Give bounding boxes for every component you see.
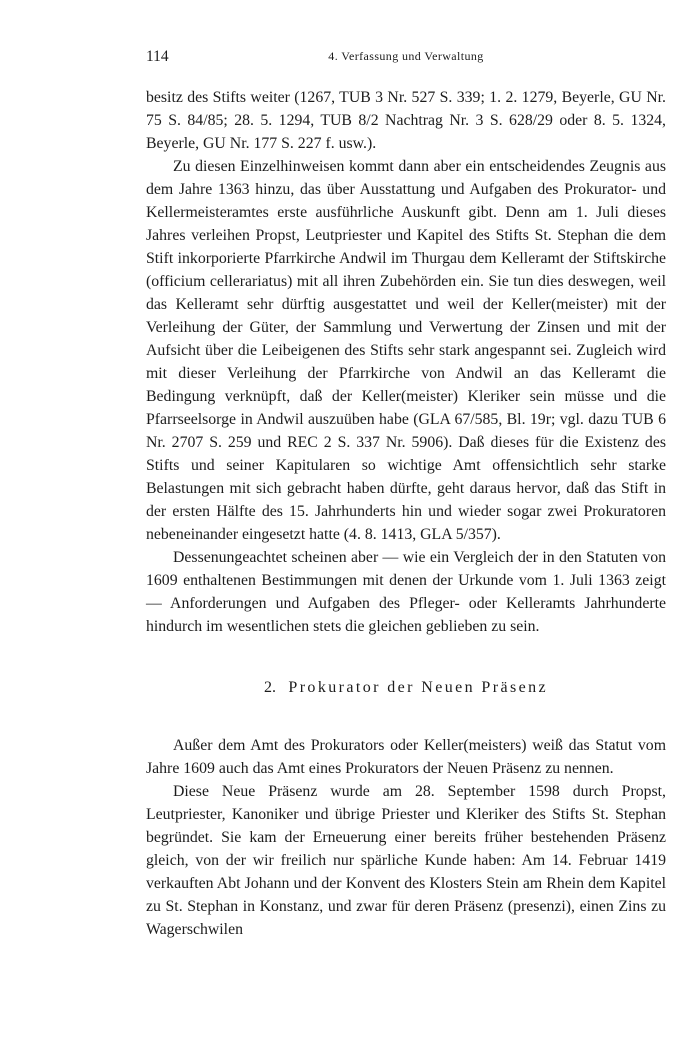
section-heading <box>146 676 666 699</box>
body-text <box>146 86 666 941</box>
page-number: 114 <box>146 48 169 65</box>
paragraph-neue-praesenz-1598: Diese Neue Präsenz wurde am 28. September 1598 durch Propst, Leutpriester, Kanoniker und übrige Priester und Kleriker des Stifts St. Stephan begründet. Sie kam der Erneuerung einer bereits früher bestehenden Präsenz gleich, von der wir freilich nur spärliche Kunde haben: Am 14. Februar 1419 verkauften Abt Johann und der Konvent des Klosters Stein am Rhein dem Kapitel zu St. Stephan in Konstanz, und zwar für deren Präsenz (presenzi), einen Zins zu Wagerschwilen <box>146 783 666 938</box>
paragraph-statuten-1609: Dessenungeachtet scheinen aber — wie ein Vergleich der in den Statuten von 1609 enthaltenen Bestimmungen mit denen der Urkunde vom 1. Juli 1363 zeigt — Anforderungen und Aufgaben des Pfleger- oder Kelleramts Jahrhunderte hindurch im wesentlichen stets die gleichen geblieben zu sein. <box>146 549 666 635</box>
running-head <box>146 48 666 72</box>
running-title: 4. Verfassung und Verwaltung <box>328 49 484 63</box>
section-title: Prokurator der Neuen Präsenz <box>288 679 548 696</box>
paragraph-continuation: besitz des Stifts weiter (1267, TUB 3 Nr. 527 S. 339; 1. 2. 1279, Beyerle, GU Nr. 75 S. 84/85; 28. 5. 1294, TUB 8/2 Nachtrag Nr. 3 S. 628/29 oder 8. 5. 1324, Beyerle, GU Nr. 177 S. 227 f. usw.). <box>146 89 666 152</box>
section-number: 2. <box>264 679 276 696</box>
paragraph-prokurator-neue-praesenz: Außer dem Amt des Prokurators oder Keller(meisters) weiß das Statut vom Jahre 1609 auch das Amt eines Prokurators der Neuen Präsenz zu nennen. <box>146 737 666 777</box>
paragraph-kelleramt-1363: Zu diesen Einzelhinweisen kommt dann aber ein entscheidendes Zeugnis aus dem Jahre 1363 hinzu, das über Ausstattung und Aufgaben des Prokurator- und Kellermeisteramtes erste ausführliche Auskunft gibt. Denn am 1. Juli dieses Jahres verleihen Propst, Leutpriester und Kapitel des Stifts St. Stephan die dem Stift inkorporierte Pfarrkirche Andwil im Thurgau dem Kelleramt der Stiftskirche (officium cellerariatus) mit all ihren Zubehörden ein. Sie tun dies deswegen, weil das Kelleramt sehr dürftig ausgestattet und weil der Keller(meister) mit der Verleihung der Güter, der Sammlung und Verwertung der Zinsen und mit der Aufsicht über die Leibeigenen des Stifts sehr stark angespannt sei. Zugleich wird mit dieser Verleihung der Pfarrkirche von Andwil an das Kelleramt die Bedingung verknüpft, daß der Keller(meister) Kleriker sein müsse und die Pfarrseelsorge in Andwil auszuüben habe (GLA 67/585, Bl. 19r; vgl. dazu TUB 6 Nr. 2707 S. 259 und REC 2 S. 337 Nr. 5906). Daß dieses für die Existenz des Stifts und seiner Kapitularen so wichtige Amt offensichtlich sehr starke Belastungen mit sich gebracht haben dürfte, geht daraus hervor, daß das Stift in der ersten Hälfte des 15. Jahrhunderts hin und wieder sogar zwei Prokuratoren nebeneinander eingesetzt hatte (4. 8. 1413, GLA 5/357). <box>146 158 666 543</box>
book-page <box>146 48 666 1048</box>
